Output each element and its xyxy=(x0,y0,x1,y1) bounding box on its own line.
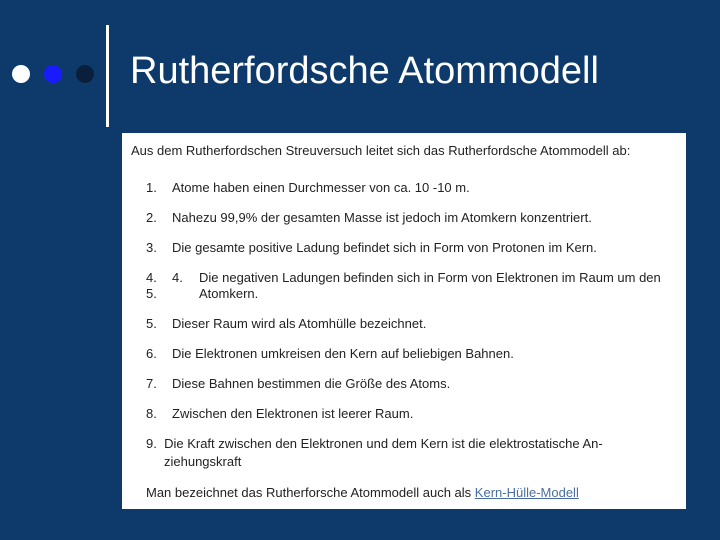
list-item: 3. Die gesamte positive Ladung befindet sich in Form von Protonen im Kern. xyxy=(146,240,597,255)
list-item: 6. Die Elektronen umkreisen den Kern auf beliebigen Bahnen. xyxy=(146,346,514,361)
title-divider xyxy=(106,25,109,127)
list-item: 2. Nahezu 99,9% der gesamten Masse ist jedoch im Atomkern konzentriert. xyxy=(146,210,592,225)
kern-huelle-modell-link[interactable]: Kern-Hülle-Modell xyxy=(474,485,579,500)
dark-dot-icon xyxy=(76,65,94,83)
list-item: 8. Zwischen den Elektronen ist leerer Raum. xyxy=(146,406,414,421)
outro-text: Man bezeichnet das Rutherforsche Atommodell auch als Kern-Hülle-Modell xyxy=(146,485,579,500)
list-item: 1. Atome haben einen Durchmesser von ca. 10 -10 m. xyxy=(146,180,470,195)
white-dot-icon xyxy=(12,65,30,83)
slide-title: Rutherfordsche Atommodell xyxy=(130,50,599,92)
list-item: 5. Dieser Raum wird als Atomhülle bezeichnet. xyxy=(146,316,427,331)
blue-dot-icon xyxy=(44,65,62,83)
intro-text: Aus dem Rutherfordschen Streuversuch leitet sich das Rutherfordsche Atommodell ab: xyxy=(131,143,631,158)
content-box: Aus dem Rutherfordschen Streuversuch leitet sich das Rutherfordsche Atommodell ab: 1. Atome haben einen Durchmesser von ca. 10 -10 m. 2. Nahezu 99,9% der gesamten Masse ist jedoch im Atomkern konzentriert. 3. Die gesamte positive Ladung befindet sich in Form von Protonen im Kern. 4. 5. 4. Die negativen Ladungen befinden sich in Form von Elektronen im Raum um den Atomkern. 5. Dieser Raum wird als Atomhülle bezeichnet. 6. Die Elektronen umkreisen den Kern auf beliebigen Bahnen. 7. Diese Bahnen bestimmen die Größe des Atoms. 8. Zwischen den Elektronen ist leerer Raum. 9. Die Kraft zwischen den Elektronen und dem Kern ist die elektrostatische An- ziehungskraft Man bezeichnet das Rutherforsche Atommodell auch als Kern-Hülle-Modell xyxy=(122,133,686,509)
bullet-dots-decoration xyxy=(12,65,97,85)
list-item: 9. Die Kraft zwischen den Elektronen und dem Kern ist die elektrostatische An- ziehungskraft xyxy=(146,436,603,469)
list-item: 7. Diese Bahnen bestimmen die Größe des Atoms. xyxy=(146,376,451,391)
